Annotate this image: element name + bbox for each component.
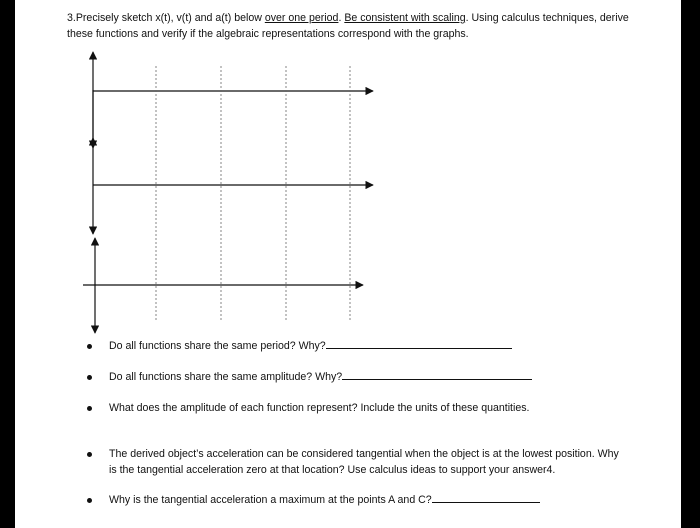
bullet-dot xyxy=(87,375,92,380)
question-underline-scaling: Be consistent with scaling xyxy=(344,12,466,24)
answer-blank[interactable] xyxy=(432,492,540,503)
list-item-text: Do all functions share the same amplitude? Why? xyxy=(109,369,532,385)
list-item-text: Do all functions share the same period? Why? xyxy=(109,338,512,354)
right-dark-border xyxy=(681,0,700,528)
bullet-dot xyxy=(87,452,92,457)
question-middle: . xyxy=(338,12,345,24)
bullet-dot xyxy=(87,498,92,503)
bullet-dot xyxy=(87,406,92,411)
list-item-text: What does the amplitude of each function represent? Include the units of these quantities. xyxy=(109,402,530,414)
answer-blank[interactable] xyxy=(342,369,532,380)
answer-blank[interactable] xyxy=(326,338,512,349)
left-dark-border xyxy=(0,0,15,528)
question-underline-period: over one period xyxy=(264,12,339,24)
question-suffix: . Using calculus techniques, derive these functions and verify if the algebraic representations correspond with the graphs. xyxy=(67,12,629,40)
document-page xyxy=(15,0,681,528)
list-item-text: Why is the tangential acceleration a maximum at the points A and C? xyxy=(109,492,540,508)
question-prefix: 3.Precisely sketch x(t), v(t) and a(t) below xyxy=(67,12,265,24)
list-item-text: The derived object’s acceleration can be considered tangential when the object is at the lowest position. Why is the tangential acceleration zero at that location? Use calculus ideas to support your answer4. xyxy=(109,448,619,476)
bullet-dot xyxy=(87,344,92,349)
